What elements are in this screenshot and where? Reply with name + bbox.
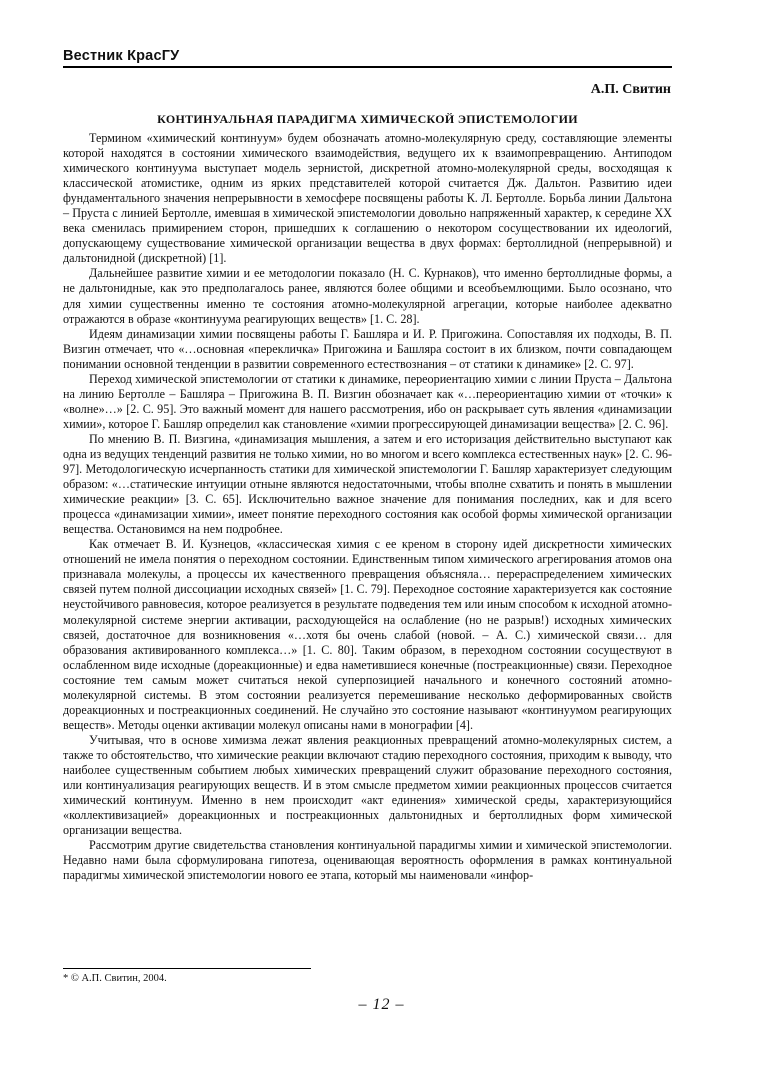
header-rule [63,66,672,68]
paragraph-8: Рассмотрим другие свидетельства становления континуальной парадигмы химии и химической эпистемологии. Недавно нами была сформулирована гипотеза, оценивающая вероятность оформления в рамках континуальной парадигмы химической эпистемологии нового ее этапа, который мы наименовали «инфор- [63,838,672,883]
article-body [63,131,672,883]
paragraph-6: Как отмечает В. И. Кузнецов, «классическая химия с ее креном в сторону идей дискретности химических отношений не имела понятия о переходном состоянии. Единственным типом химического агрегирования атомов она признавала молекулы, а процессы их качественного превращения объясняла… перераспределением химических связей путем полной диссоциации исходных связей» [1. С. 79]. Переходное состояние характеризуется как состояние неустойчивого равновесия, которое реализуется в результате подведения тем или иным способом к исходной атомно-молекулярной системе энергии активации, расходующейся на ослабление (но не разрыв!) исходных химических связей, достаточное для возникновения «…хотя бы очень слабой (новой. – А. С.) химической связи… для образования активированного комплекса…» [1. С. 80]. Таким образом, в переходном состоянии сосуществуют в ослабленном виде исходные (дореакционные) и едва наметившиеся конечные (постреакционные) связи. Переходное состояние тем самым может считаться некой суперпозицией начального и конечного состояний атомно-молекулярной системы. В этом состоянии реализуется перемешивание несколько деформированных свойств дореакционных и постреакционных соединений. Не случайно это состояние называют «континуумом реагирующих веществ». Методы оценки активации молекул описаны нами в монографии [4]. [63,537,672,732]
paragraph-2: Дальнейшее развитие химии и ее методологии показало (Н. С. Курнаков), что именно бертоллидные формы, а не дальтонидные, как это предполагалось ранее, являются более общими и всеобъемлющими. Было осознано, что для химии существенны именно те состояния атомно-молекулярной агрегации, которые наиболее адекватно отражаются в образе «континуума реагирующих веществ» [1. С. 28]. [63,266,672,326]
paragraph-3: Идеям динамизации химии посвящены работы Г. Башляра и И. Р. Пригожина. Сопоставляя их подходы, В. П. Визгин отмечает, что «…основная «перекличка» Пригожина и Башляра состоит в их близком, почти совпадающем понимании основной тенденции в развитии современного естествознания – от статики к динамике» [2. С. 97]. [63,326,672,371]
journal-name: Вестник КрасГУ [63,48,180,64]
paragraph-4: Переход химической эпистемологии от статики к динамике, переориентацию химии с линии Пруста – Дальтона на линию Бертолле – Башляра – Пригожина В. П. Визгин обозначает как «…переориентацию химии от «точки» к «волне»…» [2. С. 95]. Это важный момент для нашего рассмотрения, ибо он раскрывает суть явления «динамизации химии», которое Г. Башляр определил как становление «химии прогрессирующей динамизации вещества» [2. С. 96]. [63,371,672,431]
article-author: А.П. Свитин [590,82,671,97]
page-number: – 12 – [358,996,405,1013]
footnote-rule [63,968,311,969]
paragraph-7: Учитывая, что в основе химизма лежат явления реакционных превращений атомно-молекулярных систем, а также то обстоятельство, что химические реакции включают стадию переходного состояния, приходим к выводу, что наиболее существенным событием любых химических превращений служит образование переходного состояния, или континуализация реагирующих веществ. И в этом смысле предметом химии реакционных процессов считается химический континуум. Именно в нем происходит «акт единения» химической среды, характеризующийся «коллективизацией» дореакционных и постреакционных дальтонидных и бертоллидных форм химической организации вещества. [63,732,672,838]
paragraph-5: По мнению В. П. Визгина, «динамизация мышления, а затем и его историзация действительно выступают как одна из ведущих тенденций развития не только химии, но во многом и всего комплекса естественных наук» [2. С. 96-97]. Методологическую исчерпанность статики для химической эпистемологии Г. Башляр характеризует следующим образом: «…статические интуиции отныне являются недостаточными, чтобы вполне схватить и понять в мышлении химические реакции» [3. С. 65]. Исключительно важное значение для понимания последних, как и для всего процесса «динамизации химии», имеет понятие переходного состояния как особой формы химической организации вещества. Остановимся на нем подробнее. [63,431,672,537]
footnote: * © А.П. Свитин, 2004. [63,973,167,984]
article-title: КОНТИНУАЛЬНАЯ ПАРАДИГМА ХИМИЧЕСКОЙ ЭПИСТЕМОЛОГИИ [157,112,578,126]
paragraph-1: Термином «химический континуум» будем обозначать атомно-молекулярную среду, составляющие элементы которой находятся в состоянии химического взаимодействия, ведущего их к взаимопревращению. Антиподом химического континуума выступает модель зернистой, дискретной атомно-молекулярной среды, восходящая к классической атомистике, одним из ярких представителей которой считается Дж. Дальтон. Развитию идеи фундаментального значения непрерывности в хемосфере посвящены работы К. Л. Бертолле. Борьба линии Дальтона – Пруста с линией Бертолле, имевшая в химической эпистемологии довольно напряженный характер, к середине XX века сменилась примирением сторон, пришедших к соглашению о некотором сосуществовании их идеологий, допускающему существование химической организации вещества в двух формах: бертоллидной (непрерывной) и дальтонидной (дискретной) [1]. [63,131,672,266]
